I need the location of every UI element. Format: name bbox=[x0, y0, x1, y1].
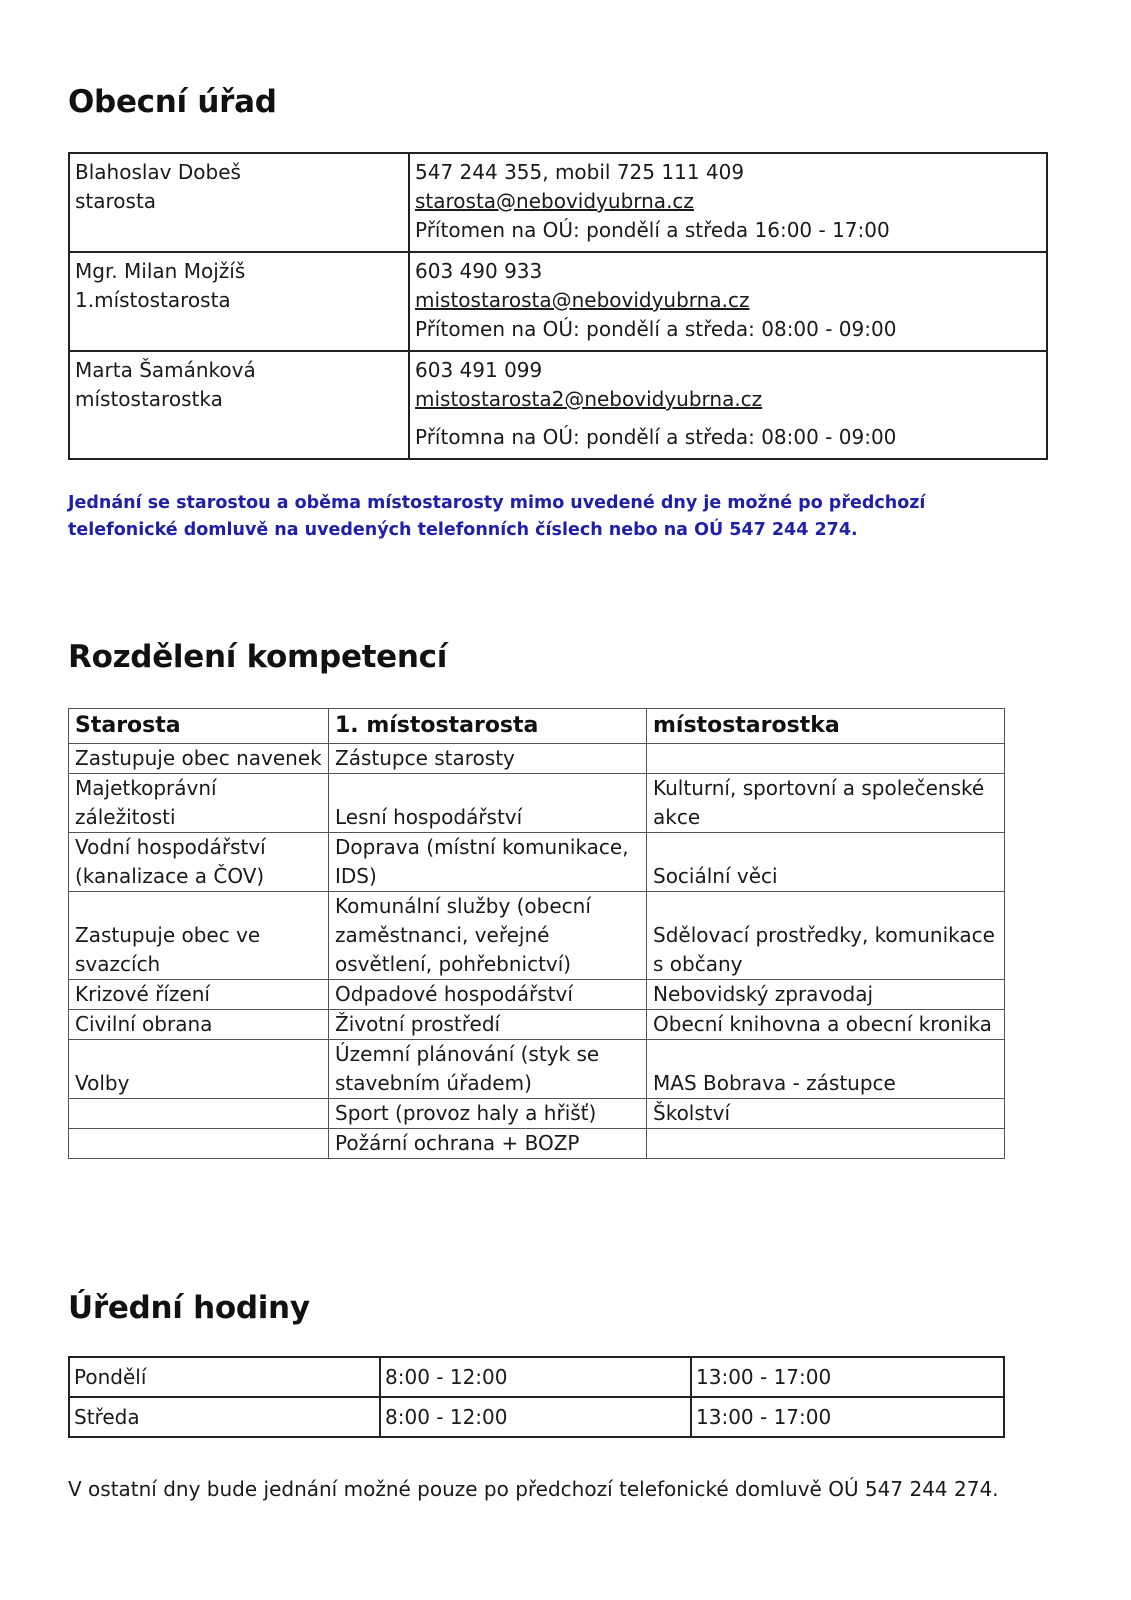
column-header-mistostarosta: 1. místostarosta bbox=[329, 709, 647, 744]
table-row bbox=[69, 1357, 1004, 1397]
table-row bbox=[69, 1099, 1005, 1129]
table-cell bbox=[647, 1129, 1005, 1159]
contact-email-link[interactable]: mistostarosta@nebovidyubrna.cz bbox=[415, 288, 750, 312]
table-cell: Doprava (místní komunikace, IDS) bbox=[329, 833, 647, 892]
table-cell: Územní plánování (styk se stavebním úřadem) bbox=[329, 1040, 647, 1099]
hours-note: V ostatní dny bude jednání možné pouze po předchozí telefonické domluvě OÚ 547 244 274. bbox=[68, 1477, 999, 1501]
contact-row bbox=[69, 351, 1047, 459]
competences-heading: Rozdělení kompetencí bbox=[68, 639, 448, 675]
table-cell: Krizové řízení bbox=[69, 980, 329, 1010]
office-heading: Obecní úřad bbox=[68, 84, 277, 120]
contact-email-link[interactable]: mistostarosta2@nebovidyubrna.cz bbox=[415, 387, 763, 411]
contact-name: Marta Šamánková bbox=[75, 358, 256, 382]
contact-name-cell bbox=[69, 351, 409, 459]
office-hours-table bbox=[68, 1356, 1005, 1438]
contact-presence: Přítomna na OÚ: pondělí a středa: 08:00 - 09:00 bbox=[415, 425, 897, 449]
table-row bbox=[69, 833, 1005, 892]
afternoon-hours-cell: 13:00 - 17:00 bbox=[691, 1397, 1004, 1437]
contact-row bbox=[69, 153, 1047, 252]
contact-role: 1.místostarosta bbox=[75, 288, 231, 312]
contact-role: místostarostka bbox=[75, 387, 223, 411]
competences-table bbox=[68, 708, 1005, 1159]
table-cell: Sdělovací prostředky, komunikace s občany bbox=[647, 892, 1005, 980]
contact-info-cell bbox=[409, 153, 1047, 252]
table-cell: Volby bbox=[69, 1040, 329, 1099]
table-row bbox=[69, 1397, 1004, 1437]
day-cell: Středa bbox=[69, 1397, 380, 1437]
table-cell: Sport (provoz haly a hřišť) bbox=[329, 1099, 647, 1129]
table-row bbox=[69, 774, 1005, 833]
table-row bbox=[69, 980, 1005, 1010]
table-cell: Obecní knihovna a obecní kronika bbox=[647, 1010, 1005, 1040]
table-cell: Kulturní, sportovní a společenské akce bbox=[647, 774, 1005, 833]
hours-heading: Úřední hodiny bbox=[68, 1290, 310, 1326]
column-header-starosta: Starosta bbox=[69, 709, 329, 744]
table-cell: Civilní obrana bbox=[69, 1010, 329, 1040]
table-row bbox=[69, 1010, 1005, 1040]
table-row bbox=[69, 744, 1005, 774]
contact-email-link[interactable]: starosta@nebovidyubrna.cz bbox=[415, 189, 694, 213]
competences-header-row bbox=[69, 709, 1005, 744]
contact-phone: 603 491 099 bbox=[415, 358, 543, 382]
table-cell: Zastupuje obec navenek bbox=[69, 744, 329, 774]
table-cell: Komunální služby (obecní zaměstnanci, veřejné osvětlení, pohřebnictví) bbox=[329, 892, 647, 980]
contact-phone: 547 244 355, mobil 725 111 409 bbox=[415, 160, 745, 184]
day-cell: Pondělí bbox=[69, 1357, 380, 1397]
contact-info-cell bbox=[409, 252, 1047, 351]
contact-info-cell bbox=[409, 351, 1047, 459]
table-cell: Odpadové hospodářství bbox=[329, 980, 647, 1010]
morning-hours-cell: 8:00 - 12:00 bbox=[380, 1357, 691, 1397]
contact-phone: 603 490 933 bbox=[415, 259, 543, 283]
contact-role: starosta bbox=[75, 189, 157, 213]
afternoon-hours-cell: 13:00 - 17:00 bbox=[691, 1357, 1004, 1397]
table-cell: Zástupce starosty bbox=[329, 744, 647, 774]
morning-hours-cell: 8:00 - 12:00 bbox=[380, 1397, 691, 1437]
contact-name: Blahoslav Dobeš bbox=[75, 160, 241, 184]
table-cell: Zastupuje obec ve svazcích bbox=[69, 892, 329, 980]
contact-row bbox=[69, 252, 1047, 351]
table-row bbox=[69, 892, 1005, 980]
table-cell bbox=[69, 1099, 329, 1129]
table-cell: Životní prostředí bbox=[329, 1010, 647, 1040]
contact-presence: Přítomen na OÚ: pondělí a středa: 08:00 - 09:00 bbox=[415, 317, 897, 341]
table-row bbox=[69, 1129, 1005, 1159]
table-cell: Sociální věci bbox=[647, 833, 1005, 892]
table-cell: Lesní hospodářství bbox=[329, 774, 647, 833]
contact-name: Mgr. Milan Mojžíš bbox=[75, 259, 246, 283]
table-row bbox=[69, 1040, 1005, 1099]
contacts-table bbox=[68, 152, 1048, 460]
contact-name-cell bbox=[69, 252, 409, 351]
column-header-mistostarostka: místostarostka bbox=[647, 709, 1005, 744]
office-note: Jednání se starostou a oběma místostarosty mimo uvedené dny je možné po předchozí telefonické domluvě na uvedených telefonních číslech nebo na OÚ 547 244 274. bbox=[68, 493, 926, 540]
table-cell: Majetkoprávní záležitosti bbox=[69, 774, 329, 833]
table-cell: Vodní hospodářství (kanalizace a ČOV) bbox=[69, 833, 329, 892]
table-cell: MAS Bobrava - zástupce bbox=[647, 1040, 1005, 1099]
contact-presence: Přítomen na OÚ: pondělí a středa 16:00 - 17:00 bbox=[415, 218, 890, 242]
table-cell: Školství bbox=[647, 1099, 1005, 1129]
table-cell bbox=[647, 744, 1005, 774]
contact-name-cell bbox=[69, 153, 409, 252]
table-cell: Nebovidský zpravodaj bbox=[647, 980, 1005, 1010]
table-cell bbox=[69, 1129, 329, 1159]
table-cell: Požární ochrana + BOZP bbox=[329, 1129, 647, 1159]
